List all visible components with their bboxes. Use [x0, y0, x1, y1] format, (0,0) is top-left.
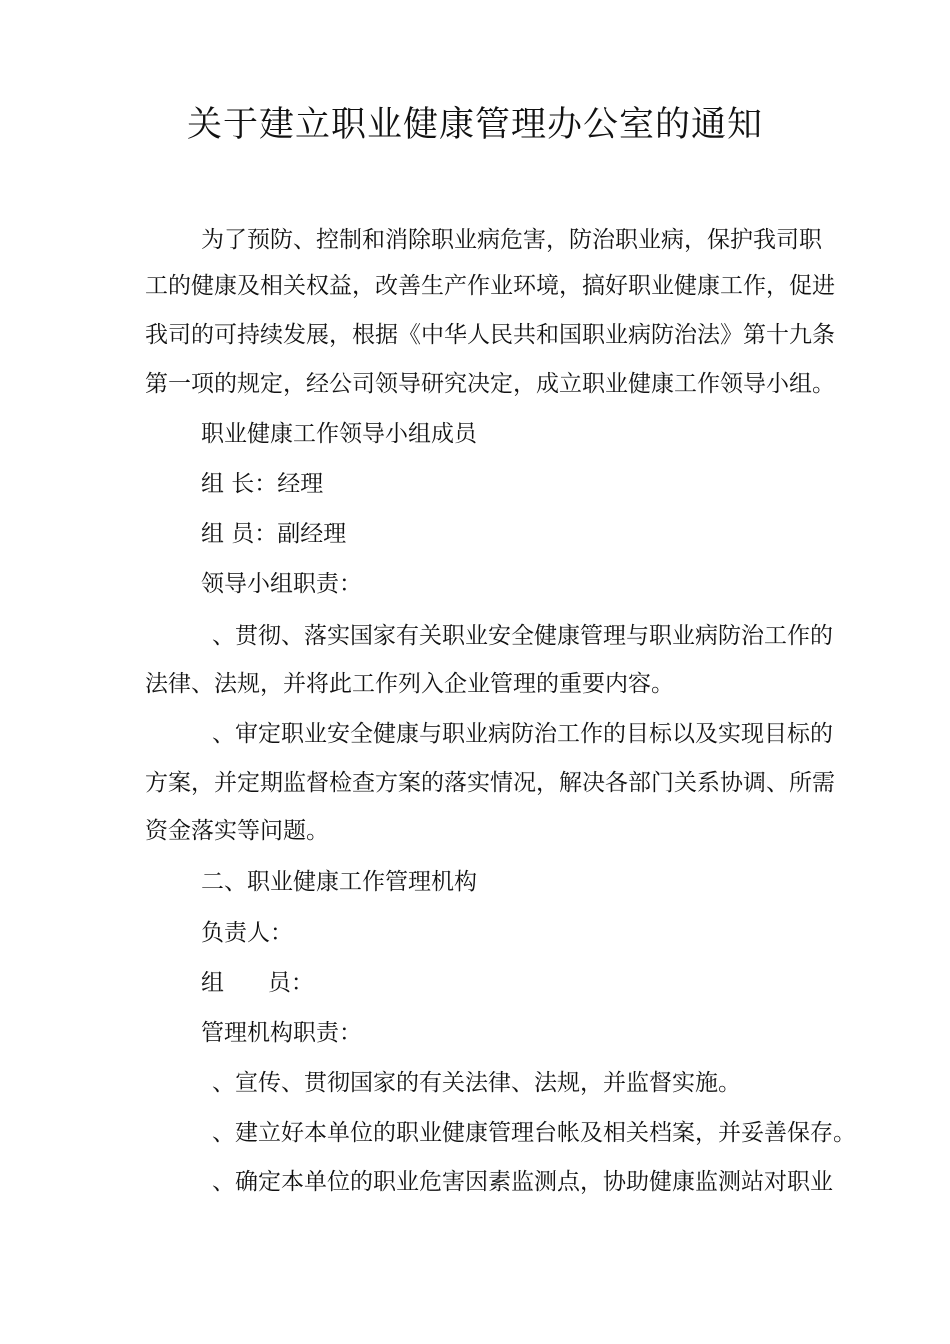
paragraph-line: 、贯彻、落实国家有关职业安全健康管理与职业病防治工作的	[212, 623, 833, 649]
paragraph-line: 资金落实等问题。	[145, 818, 329, 844]
member-line: 组 员：	[201, 970, 314, 996]
team-member-line: 组 员：副经理	[201, 521, 347, 547]
document-title: 关于建立职业健康管理办公室的通知	[186, 105, 763, 145]
section-heading: 职业健康工作领导小组成员	[201, 421, 477, 447]
paragraph-line: 、审定职业安全健康与职业病防治工作的目标以及实现目标的	[212, 721, 833, 747]
section-heading: 二、职业健康工作管理机构	[201, 869, 477, 895]
paragraph-line: 方案，并定期监督检查方案的落实情况，解决各部门关系协调、所需	[145, 770, 835, 796]
paragraph-line: 法律、法规，并将此工作列入企业管理的重要内容。	[145, 671, 674, 697]
paragraph-line: 、建立好本单位的职业健康管理台帐及相关档案，并妥善保存。	[212, 1120, 856, 1146]
team-leader-line: 组 长：经理	[201, 471, 324, 497]
section-heading: 管理机构职责：	[201, 1020, 362, 1046]
paragraph-line: 、宣传、贯彻国家的有关法律、法规，并监督实施。	[212, 1070, 741, 1096]
section-heading: 领导小组职责：	[201, 571, 362, 597]
paragraph-line: 为了预防、控制和消除职业病危害，防治职业病，保护我司职	[201, 227, 822, 253]
responsible-person-line: 负责人：	[201, 920, 293, 946]
paragraph-line: 第一项的规定，经公司领导研究决定，成立职业健康工作领导小组。	[145, 371, 835, 397]
paragraph-line: 、确定本单位的职业危害因素监测点，协助健康监测站对职业	[212, 1169, 833, 1195]
paragraph-line: 工的健康及相关权益，改善生产作业环境，搞好职业健康工作，促进	[145, 273, 835, 299]
paragraph-line: 我司的可持续发展，根据《中华人民共和国职业病防治法》第十九条	[145, 322, 835, 348]
